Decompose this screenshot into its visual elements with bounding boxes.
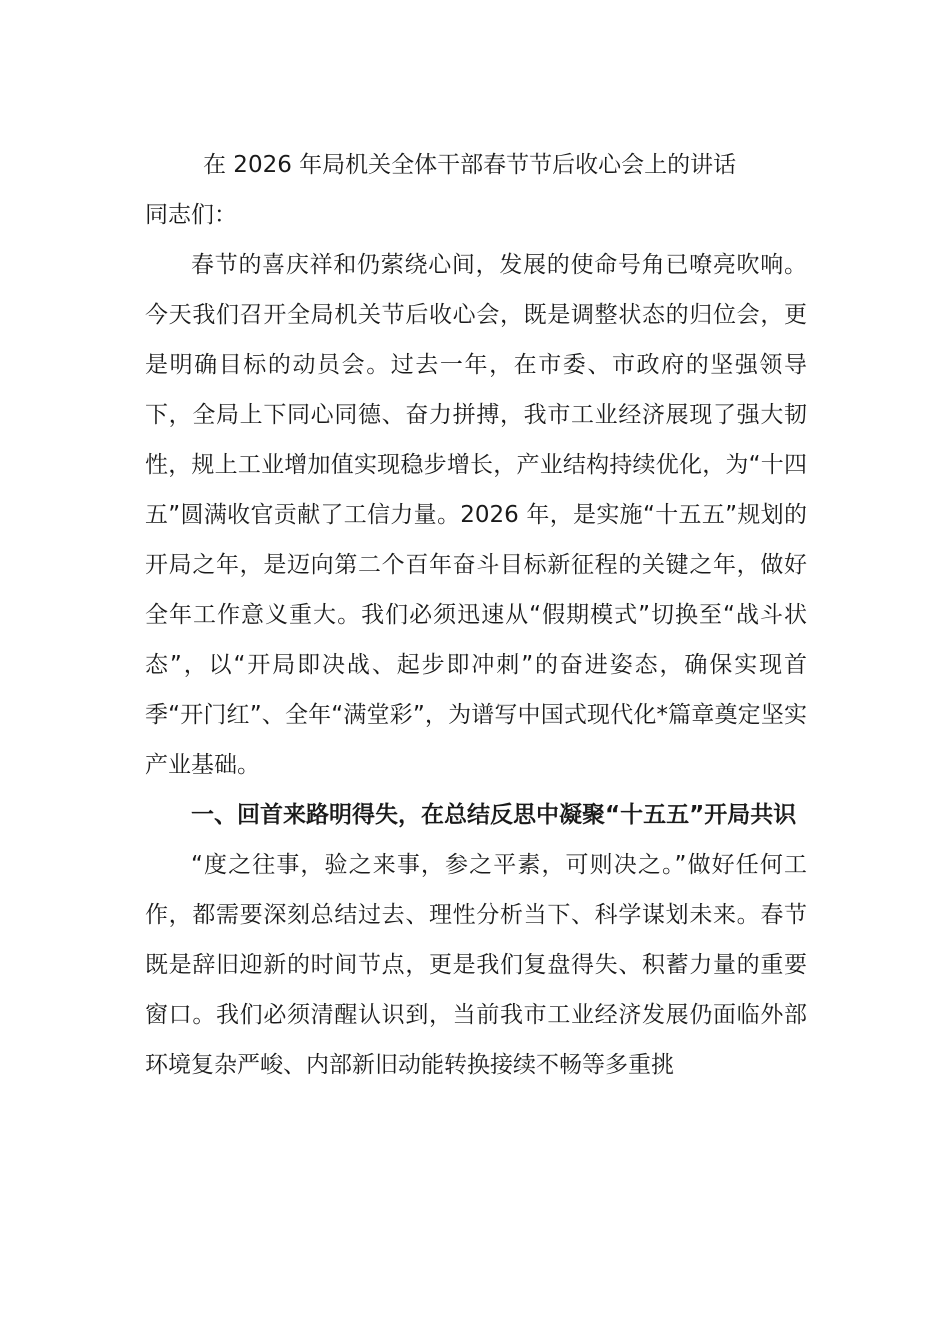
document-page [145,140,807,1090]
paragraph-section-1: “度之往事，验之来事，参之平素，可则决之。”做好任何工作，都需要深刻总结过去、理性分析当下、科学谋划未来。春节既是辞旧迎新的时间节点，更是我们复盘得失、积蓄力量的重要窗口。我们必须清醒认识到，当前我市工业经济发展仍面临外部环境复杂严峻、内部新旧动能转换接续不畅等多重挑 [145,852,807,1078]
section-heading-1: 一、回首来路明得失，在总结反思中凝聚“十五五”开局共识 [191,802,797,828]
salutation: 同志们： [145,202,237,228]
paragraph-intro: 春节的喜庆祥和仍萦绕心间，发展的使命号角已嘹亮吹响。今天我们召开全局机关节后收心会，既是调整状态的归位会，更是明确目标的动员会。过去一年，在市委、市政府的坚强领导下，全局上下同心同德、奋力拼搏，我市工业经济展现了强大韧性，规上工业增加值实现稳步增长，产业结构持续优化，为“十四五”圆满收官贡献了工信力量。2026 年，是实施“十五五”规划的开局之年，是迈向第二个百年奋斗目标新征程的关键之年，做好全年工作意义重大。我们必须迅速从“假期模式”切换至“战斗状态”，以“开局即决战、起步即冲刺”的奋进姿态，确保实现首季“开门红”、全年“满堂彩”，为谱写中国式现代化*篇章奠定坚实产业基础。 [145,252,807,778]
document-title: 在 2026 年局机关全体干部春节节后收心会上的讲话 [203,152,737,178]
